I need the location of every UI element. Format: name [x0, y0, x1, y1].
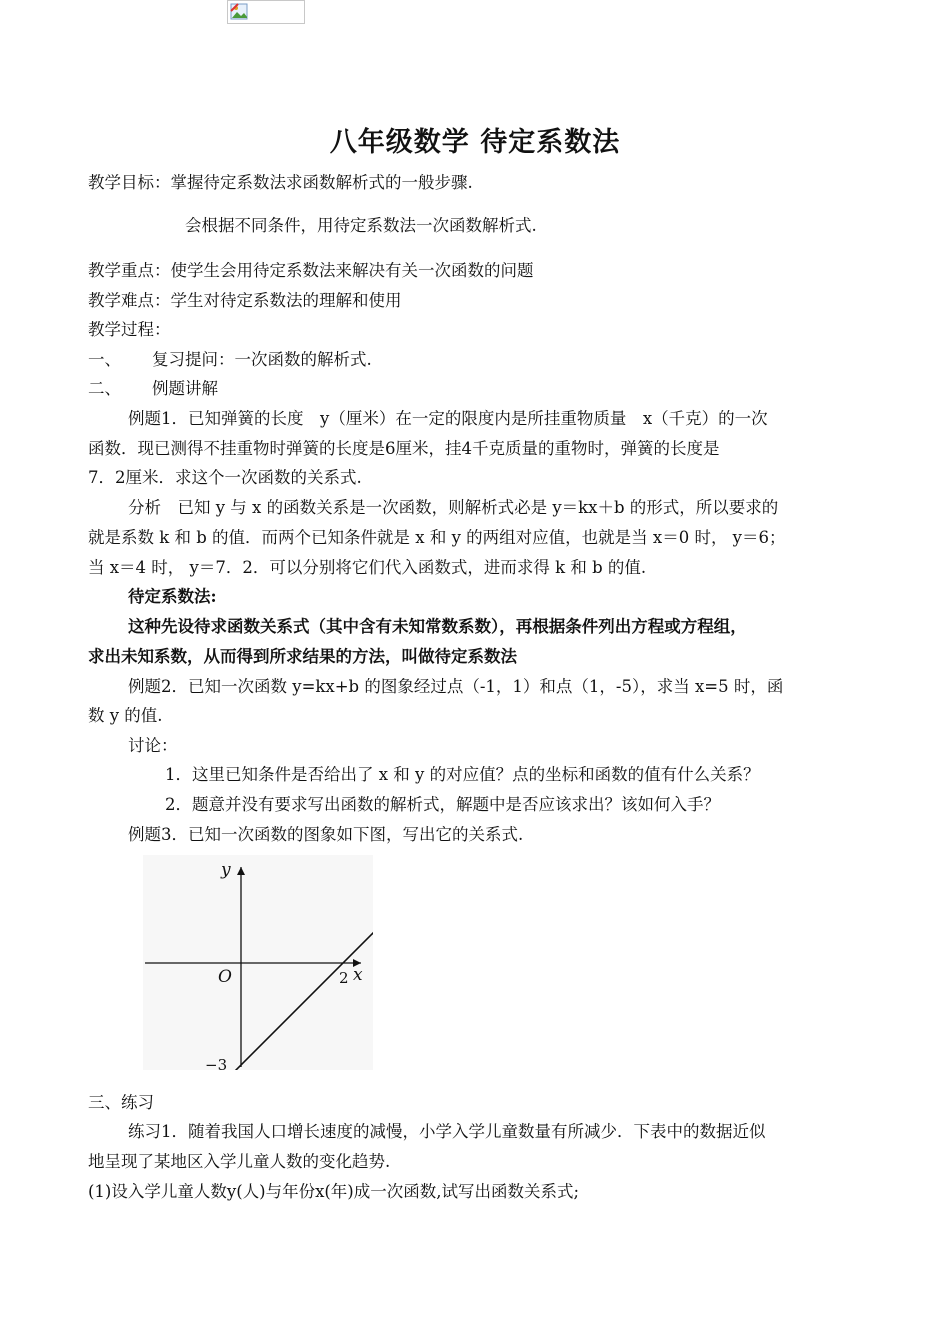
origin-label: O	[218, 967, 232, 987]
example-1-line: 函数．现已测得不挂重物时弹簧的长度是6厘米，挂4千克质量的重物时，弹簧的长度是	[88, 439, 720, 458]
practice-1-line: 练习1．随着我国人口增长速度的减慢，小学入学儿童数量有所减少．下表中的数据近似	[128, 1122, 766, 1141]
analysis-line: 当 x＝4 时， y＝7．2．可以分别将它们代入函数式，进而求得 k 和 b 的值.	[88, 558, 647, 577]
broken-image-placeholder	[227, 0, 305, 24]
practice-1-line: 地呈现了某地区入学儿童人数的变化趋势.	[88, 1152, 391, 1171]
process-heading: 教学过程：	[88, 320, 171, 339]
discussion-heading: 讨论：	[128, 736, 178, 755]
key-point: 教学重点：使学生会用待定系数法来解决有关一次函数的问题	[88, 261, 534, 280]
section-2-text: 例题讲解	[152, 379, 218, 398]
x-intercept-label: 2	[339, 969, 349, 987]
example-2-line: 数 y 的值.	[88, 706, 163, 725]
example-1-line: 7．2厘米．求这个一次函数的关系式.	[88, 468, 362, 487]
discussion-question-1: 1．这里已知条件是否给出了 x 和 y 的对应值？点的坐标和函数的值有什么关系？	[165, 765, 760, 784]
example-3-line: 例题3．已知一次函数的图象如下图，写出它的关系式.	[128, 825, 524, 844]
definition-line-2: 求出未知系数，从而得到所求结果的方法，叫做待定系数法	[88, 647, 517, 666]
practice-1-question-1: (1)设入学儿童人数y(人)与年份x(年)成一次函数,试写出函数关系式;	[88, 1182, 580, 1201]
section-3-text: 三、练习	[88, 1093, 154, 1112]
linear-function-graph	[143, 855, 373, 1070]
example-1-line: 例题1．已知弹簧的长度 y（厘米）在一定的限度内是所挂重物质量 x（千克）的一次	[128, 409, 768, 428]
objective-line-1: 教学目标：掌握待定系数法求函数解析式的一般步骤.	[88, 173, 473, 192]
definition-heading: 待定系数法:	[128, 587, 217, 606]
section-1-number: 一、	[88, 350, 121, 369]
broken-image-icon	[230, 3, 250, 21]
example-2-line: 例题2．已知一次函数 y=kx+b 的图象经过点（-1，1）和点（1，-5），求当 x=5 时，函	[128, 677, 784, 696]
section-1-text: 复习提问：一次函数的解析式.	[152, 350, 372, 369]
y-intercept-label: −3	[205, 1056, 228, 1070]
objective-line-2: 会根据不同条件，用待定系数法一次函数解析式.	[185, 216, 537, 235]
y-axis-label: y	[221, 860, 231, 880]
analysis-line: 分析 已知 y 与 x 的函数关系是一次函数，则解析式必是 y＝kx＋b 的形式，所以要求的	[128, 498, 779, 517]
definition-line-1: 这种先设待求函数关系式（其中含有未知常数系数），再根据条件列出方程或方程组，	[128, 617, 747, 636]
analysis-line: 就是系数 k 和 b 的值．而两个已知条件就是 x 和 y 的两组对应值，也就是当 x＝0 时， y＝6；	[88, 528, 786, 547]
page-title: 八年级数学 待定系数法	[329, 127, 621, 158]
discussion-question-2: 2．题意并没有要求写出函数的解析式，解题中是否应该求出？该如何入手？	[165, 795, 720, 814]
difficulty: 教学难点：学生对待定系数法的理解和使用	[88, 291, 402, 310]
section-2-number: 二、	[88, 379, 121, 398]
x-axis-label: x	[353, 965, 363, 985]
